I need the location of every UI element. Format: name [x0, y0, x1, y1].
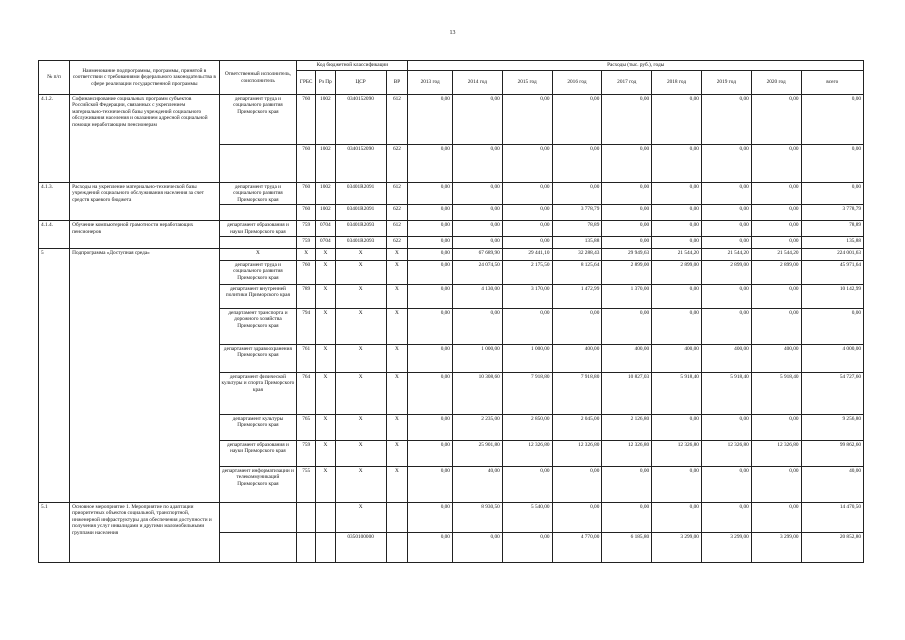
- rzpr-cell: X: [316, 441, 336, 467]
- value-cell: 2 126,80: [602, 415, 652, 441]
- value-cell: 2 045,00: [552, 415, 602, 441]
- value-cell: 0,00: [652, 221, 702, 237]
- value-cell: 3 299,00: [751, 533, 801, 563]
- value-cell: 0,00: [701, 467, 751, 503]
- value-cell: 2 899,00: [602, 261, 652, 285]
- vr-cell: 622: [386, 205, 408, 221]
- value-cell: 0,00: [452, 95, 502, 145]
- value-cell: 0,00: [751, 503, 801, 533]
- value-cell: 1 370,00: [602, 285, 652, 309]
- value-cell: 6 185,80: [602, 533, 652, 563]
- grbs-cell: [297, 533, 316, 563]
- value-cell: 0,00: [552, 503, 602, 533]
- value-cell: 0,00: [408, 183, 453, 205]
- executor-cell: департамент труда и социального развития Приморского края: [219, 261, 297, 285]
- value-cell: 3 778,79: [552, 205, 602, 221]
- executor-cell: департамент физической культуры и спорта Приморского края: [219, 373, 297, 415]
- value-cell: 21 544,20: [751, 249, 801, 261]
- value-cell: 0,00: [452, 237, 502, 249]
- value-cell: 0,00: [502, 237, 552, 249]
- vr-cell: X: [386, 309, 408, 345]
- row-name: Расходы на укрепление материально-технической базы учреждений социального обслуживания населения за счет средств краевого бюджета: [70, 183, 219, 221]
- value-cell: 1 000,00: [452, 345, 502, 373]
- value-cell: 0,00: [652, 503, 702, 533]
- executor-cell: департамент здравоохранения Приморского края: [219, 345, 297, 373]
- value-cell: 0,00: [801, 95, 863, 145]
- value-cell: 10 308,60: [452, 373, 502, 415]
- rzpr-cell: 1002: [316, 145, 336, 183]
- value-cell: 0,00: [701, 285, 751, 309]
- row-number: 5.1: [39, 503, 70, 563]
- value-cell: 0,00: [701, 221, 751, 237]
- value-cell: 0,00: [751, 415, 801, 441]
- value-cell: 0,00: [751, 237, 801, 249]
- csr-cell: X: [335, 415, 386, 441]
- value-cell: 10 142,99: [801, 285, 863, 309]
- value-cell: 0,00: [652, 95, 702, 145]
- grbs-cell: 760: [297, 183, 316, 205]
- grbs-cell: 760: [297, 205, 316, 221]
- executor-cell: департамент труда и социального развития Приморского края: [219, 95, 297, 145]
- value-cell: 0,00: [452, 205, 502, 221]
- grbs-cell: 759: [297, 441, 316, 467]
- value-cell: 0,00: [701, 145, 751, 183]
- value-cell: 1 472,99: [552, 285, 602, 309]
- csr-cell: X: [335, 285, 386, 309]
- rzpr-cell: 0704: [316, 221, 336, 237]
- rzpr-cell: X: [316, 373, 336, 415]
- value-cell: 0,00: [502, 145, 552, 183]
- value-cell: 54 727,60: [801, 373, 863, 415]
- grbs-cell: 755: [297, 467, 316, 503]
- value-cell: 0,00: [408, 205, 453, 221]
- value-cell: 0,00: [652, 145, 702, 183]
- header-year: 2016 год: [552, 71, 602, 95]
- vr-cell: [386, 503, 408, 533]
- vr-cell: X: [386, 261, 408, 285]
- page-number: 13: [449, 30, 456, 36]
- value-cell: 0,00: [652, 467, 702, 503]
- value-cell: 0,00: [502, 533, 552, 563]
- value-cell: 0,00: [408, 261, 453, 285]
- table-row: [39, 221, 864, 237]
- value-cell: 29 441,10: [502, 249, 552, 261]
- rzpr-cell: 1002: [316, 95, 336, 145]
- executor-cell: [219, 237, 297, 249]
- value-cell: 0,00: [452, 145, 502, 183]
- value-cell: 24 074,50: [452, 261, 502, 285]
- vr-cell: X: [386, 441, 408, 467]
- vr-cell: 612: [386, 95, 408, 145]
- rzpr-cell: X: [316, 345, 336, 373]
- grbs-cell: 760: [297, 95, 316, 145]
- value-cell: 0,00: [552, 467, 602, 503]
- vr-cell: [386, 533, 408, 563]
- value-cell: 0,00: [408, 285, 453, 309]
- value-cell: 40,00: [801, 467, 863, 503]
- csr-cell: 03401R2093: [335, 237, 386, 249]
- value-cell: 12 326,80: [652, 441, 702, 467]
- value-cell: 0,00: [602, 145, 652, 183]
- csr-cell: 03401R2091: [335, 205, 386, 221]
- value-cell: 0,00: [408, 441, 453, 467]
- budget-table: [38, 60, 864, 563]
- vr-cell: X: [386, 249, 408, 261]
- csr-cell: X: [335, 261, 386, 285]
- value-cell: 2 899,00: [701, 261, 751, 285]
- value-cell: 0,00: [602, 237, 652, 249]
- rzpr-cell: X: [316, 309, 336, 345]
- header-year: 2015 год: [502, 71, 552, 95]
- value-cell: 0,00: [751, 145, 801, 183]
- executor-cell: департамент образования и науки Приморского края: [219, 441, 297, 467]
- value-cell: 10 827,03: [602, 373, 652, 415]
- value-cell: 0,00: [408, 237, 453, 249]
- csr-cell: 03401R2091: [335, 183, 386, 205]
- value-cell: 0,00: [652, 205, 702, 221]
- value-cell: 12 326,80: [602, 441, 652, 467]
- header-name: Наименование подпрограммы, программы, принятой в соответствии с требованиями федерального законодательства в сфере реализации государственной программы: [70, 61, 219, 95]
- row-name: Софинансирование социальных программ субъектов Российской Федерации, связанных с укреплением материально-технической базы учреждений социального обслуживания населения и оказанием адресной социальной помощи неработающим пенсионерам: [70, 95, 219, 183]
- value-cell: 2 850,00: [502, 415, 552, 441]
- csr-cell: X: [335, 503, 386, 533]
- value-cell: 0,00: [502, 467, 552, 503]
- grbs-cell: 764: [297, 373, 316, 415]
- header-year: 2014 год: [452, 71, 502, 95]
- value-cell: 0,00: [452, 533, 502, 563]
- vr-cell: 622: [386, 237, 408, 249]
- value-cell: 0,00: [408, 503, 453, 533]
- header-kbk: Код бюджетной классификации: [297, 61, 408, 71]
- executor-cell: департамент информатизации и телекоммуникаций Приморского края: [219, 467, 297, 503]
- value-cell: 7 918,80: [502, 373, 552, 415]
- value-cell: 0,00: [652, 237, 702, 249]
- vr-cell: 612: [386, 221, 408, 237]
- executor-cell: [219, 503, 297, 533]
- value-cell: 45 971,64: [801, 261, 863, 285]
- value-cell: 0,00: [452, 183, 502, 205]
- row-number: 4.1.3.: [39, 183, 70, 221]
- csr-cell: 03401R2093: [335, 221, 386, 237]
- value-cell: 21 544,20: [652, 249, 702, 261]
- value-cell: 0,00: [602, 503, 652, 533]
- value-cell: 2 899,00: [751, 261, 801, 285]
- value-cell: 5 918,40: [652, 373, 702, 415]
- value-cell: 400,00: [652, 345, 702, 373]
- value-cell: 1 000,00: [502, 345, 552, 373]
- value-cell: 0,00: [552, 183, 602, 205]
- vr-cell: X: [386, 467, 408, 503]
- header-year: 2018 год: [652, 71, 702, 95]
- table-row: [39, 95, 864, 145]
- value-cell: 400,00: [552, 345, 602, 373]
- value-cell: 25 901,80: [452, 441, 502, 467]
- table-body: [39, 95, 864, 563]
- executor-cell: департамент образования и науки Приморского края: [219, 221, 297, 237]
- row-name: Обучение компьютерной грамотности неработающих пенсионеров: [70, 221, 219, 249]
- header-csr: ЦСР: [335, 71, 386, 95]
- value-cell: 0,00: [502, 95, 552, 145]
- value-cell: 0,00: [701, 183, 751, 205]
- csr-cell: X: [335, 441, 386, 467]
- value-cell: 0,00: [408, 249, 453, 261]
- value-cell: 135,88: [801, 237, 863, 249]
- value-cell: 0,00: [801, 309, 863, 345]
- value-cell: 8 930,50: [452, 503, 502, 533]
- value-cell: 0,00: [602, 467, 652, 503]
- value-cell: 0,00: [552, 145, 602, 183]
- value-cell: 3 299,00: [652, 533, 702, 563]
- vr-cell: X: [386, 345, 408, 373]
- rzpr-cell: X: [316, 285, 336, 309]
- rzpr-cell: [316, 533, 336, 563]
- value-cell: 4 130,00: [452, 285, 502, 309]
- grbs-cell: 765: [297, 415, 316, 441]
- value-cell: 400,00: [701, 345, 751, 373]
- value-cell: 0,00: [502, 183, 552, 205]
- value-cell: 12 326,80: [701, 441, 751, 467]
- value-cell: 0,00: [602, 309, 652, 345]
- value-cell: 0,00: [408, 145, 453, 183]
- rzpr-cell: 1002: [316, 205, 336, 221]
- csr-cell: X: [335, 345, 386, 373]
- value-cell: 0,00: [408, 221, 453, 237]
- csr-cell: X: [335, 467, 386, 503]
- value-cell: 5 918,40: [701, 373, 751, 415]
- value-cell: 5 540,00: [502, 503, 552, 533]
- value-cell: 0,00: [751, 183, 801, 205]
- value-cell: 12 326,80: [552, 441, 602, 467]
- value-cell: 400,00: [751, 345, 801, 373]
- executor-cell: [219, 533, 297, 563]
- value-cell: 0,00: [801, 145, 863, 183]
- value-cell: 0,00: [502, 205, 552, 221]
- value-cell: 0,00: [602, 221, 652, 237]
- executor-cell: департамент внутренней политики Приморского края: [219, 285, 297, 309]
- value-cell: 7 918,80: [552, 373, 602, 415]
- vr-cell: X: [386, 373, 408, 415]
- value-cell: 0,00: [652, 183, 702, 205]
- rzpr-cell: X: [316, 261, 336, 285]
- value-cell: 0,00: [652, 285, 702, 309]
- grbs-cell: 759: [297, 237, 316, 249]
- value-cell: 40,00: [452, 467, 502, 503]
- value-cell: 0,00: [701, 205, 751, 221]
- value-cell: 0,00: [408, 415, 453, 441]
- value-cell: 4 770,00: [552, 533, 602, 563]
- value-cell: 0,00: [751, 205, 801, 221]
- value-cell: 0,00: [502, 309, 552, 345]
- value-cell: 0,00: [602, 183, 652, 205]
- grbs-cell: 760: [297, 261, 316, 285]
- vr-cell: 622: [386, 145, 408, 183]
- row-name: Основное мероприятие 1. Мероприятие по адаптации приоритетных объектов социальной, транспортной, инженерной инфраструктуры для обеспечения доступности и получения услуг инвалидами и другими маломобильными группами населения: [70, 503, 219, 563]
- value-cell: 0,00: [652, 415, 702, 441]
- value-cell: 400,00: [602, 345, 652, 373]
- value-cell: 0,00: [801, 183, 863, 205]
- grbs-cell: 760: [297, 145, 316, 183]
- value-cell: 0,00: [502, 221, 552, 237]
- value-cell: 12 326,80: [751, 441, 801, 467]
- header-expenses: Расходы (тыс. руб.), годы: [408, 61, 864, 71]
- value-cell: 0,00: [652, 309, 702, 345]
- csr-cell: 0340152090: [335, 145, 386, 183]
- table-row: [39, 183, 864, 205]
- rzpr-cell: X: [316, 249, 336, 261]
- row-number: 4.1.2.: [39, 95, 70, 183]
- executor-cell: департамент культуры Приморского края: [219, 415, 297, 441]
- value-cell: 0,00: [408, 95, 453, 145]
- header-year: 2019 год: [701, 71, 751, 95]
- grbs-cell: [297, 503, 316, 533]
- value-cell: 135,88: [552, 237, 602, 249]
- grbs-cell: 759: [297, 221, 316, 237]
- csr-cell: X: [335, 249, 386, 261]
- row-number: 4.1.4.: [39, 221, 70, 249]
- vr-cell: X: [386, 285, 408, 309]
- value-cell: 0,00: [552, 95, 602, 145]
- value-cell: 0,00: [701, 237, 751, 249]
- value-cell: 29 949,63: [602, 249, 652, 261]
- csr-cell: 0350100000: [335, 533, 386, 563]
- value-cell: 0,00: [552, 309, 602, 345]
- csr-cell: X: [335, 309, 386, 345]
- header-rzpr: Рз Пр: [316, 71, 336, 95]
- rzpr-cell: [316, 503, 336, 533]
- header-vr: ВР: [386, 71, 408, 95]
- vr-cell: X: [386, 415, 408, 441]
- csr-cell: 0340152090: [335, 95, 386, 145]
- header-grbs: ГРБС: [297, 71, 316, 95]
- value-cell: 3 170,00: [502, 285, 552, 309]
- value-cell: 0,00: [602, 95, 652, 145]
- header-year: 2017 год: [602, 71, 652, 95]
- value-cell: 0,00: [701, 415, 751, 441]
- value-cell: 0,00: [751, 95, 801, 145]
- value-cell: 20 852,80: [801, 533, 863, 563]
- value-cell: 78,89: [552, 221, 602, 237]
- header-executor: Ответственный исполнитель, соисполнитель: [219, 61, 297, 95]
- rzpr-cell: 0704: [316, 237, 336, 249]
- table-row: [39, 249, 864, 261]
- grbs-cell: 761: [297, 345, 316, 373]
- value-cell: 224 001,63: [801, 249, 863, 261]
- header-year: 2013 год: [408, 71, 453, 95]
- executor-cell: [219, 145, 297, 183]
- rzpr-cell: X: [316, 467, 336, 503]
- header-year: 2020 год: [751, 71, 801, 95]
- executor-cell: X: [219, 249, 297, 261]
- row-number: 5: [39, 249, 70, 503]
- value-cell: 3 778,79: [801, 205, 863, 221]
- value-cell: 14 470,50: [801, 503, 863, 533]
- value-cell: 0,00: [452, 221, 502, 237]
- value-cell: 5 918,40: [751, 373, 801, 415]
- executor-cell: [219, 205, 297, 221]
- value-cell: 0,00: [602, 205, 652, 221]
- value-cell: 8 125,64: [552, 261, 602, 285]
- grbs-cell: 794: [297, 309, 316, 345]
- table-row: [39, 503, 864, 533]
- value-cell: 78,89: [801, 221, 863, 237]
- value-cell: 12 326,80: [502, 441, 552, 467]
- vr-cell: 612: [386, 183, 408, 205]
- value-cell: 0,00: [408, 467, 453, 503]
- value-cell: 0,00: [408, 309, 453, 345]
- value-cell: 0,00: [408, 345, 453, 373]
- rzpr-cell: X: [316, 415, 336, 441]
- value-cell: 0,00: [452, 309, 502, 345]
- value-cell: 0,00: [751, 285, 801, 309]
- grbs-cell: X: [297, 249, 316, 261]
- value-cell: 0,00: [701, 95, 751, 145]
- value-cell: 32 288,43: [552, 249, 602, 261]
- value-cell: 0,00: [751, 309, 801, 345]
- value-cell: 0,00: [701, 309, 751, 345]
- executor-cell: департамент труда и социального развития Приморского края: [219, 183, 297, 205]
- value-cell: 67 689,90: [452, 249, 502, 261]
- value-cell: 21 544,20: [701, 249, 751, 261]
- value-cell: 9 256,80: [801, 415, 863, 441]
- value-cell: 2 899,00: [652, 261, 702, 285]
- table-header: [39, 61, 864, 95]
- header-year: всего: [801, 71, 863, 95]
- csr-cell: X: [335, 373, 386, 415]
- value-cell: 0,00: [408, 533, 453, 563]
- value-cell: 2 235,00: [452, 415, 502, 441]
- value-cell: 0,00: [751, 467, 801, 503]
- value-cell: 0,00: [751, 221, 801, 237]
- value-cell: 2 175,50: [502, 261, 552, 285]
- value-cell: 4 000,00: [801, 345, 863, 373]
- rzpr-cell: 1002: [316, 183, 336, 205]
- grbs-cell: 789: [297, 285, 316, 309]
- value-cell: 0,00: [408, 373, 453, 415]
- value-cell: 3 299,00: [701, 533, 751, 563]
- executor-cell: департамент транспорта и дорожного хозяйства Приморского края: [219, 309, 297, 345]
- value-cell: 0,00: [701, 503, 751, 533]
- value-cell: 99 862,60: [801, 441, 863, 467]
- header-num: № п/п: [39, 61, 70, 95]
- row-name: Подпрограмма «Доступная среда»: [70, 249, 219, 503]
